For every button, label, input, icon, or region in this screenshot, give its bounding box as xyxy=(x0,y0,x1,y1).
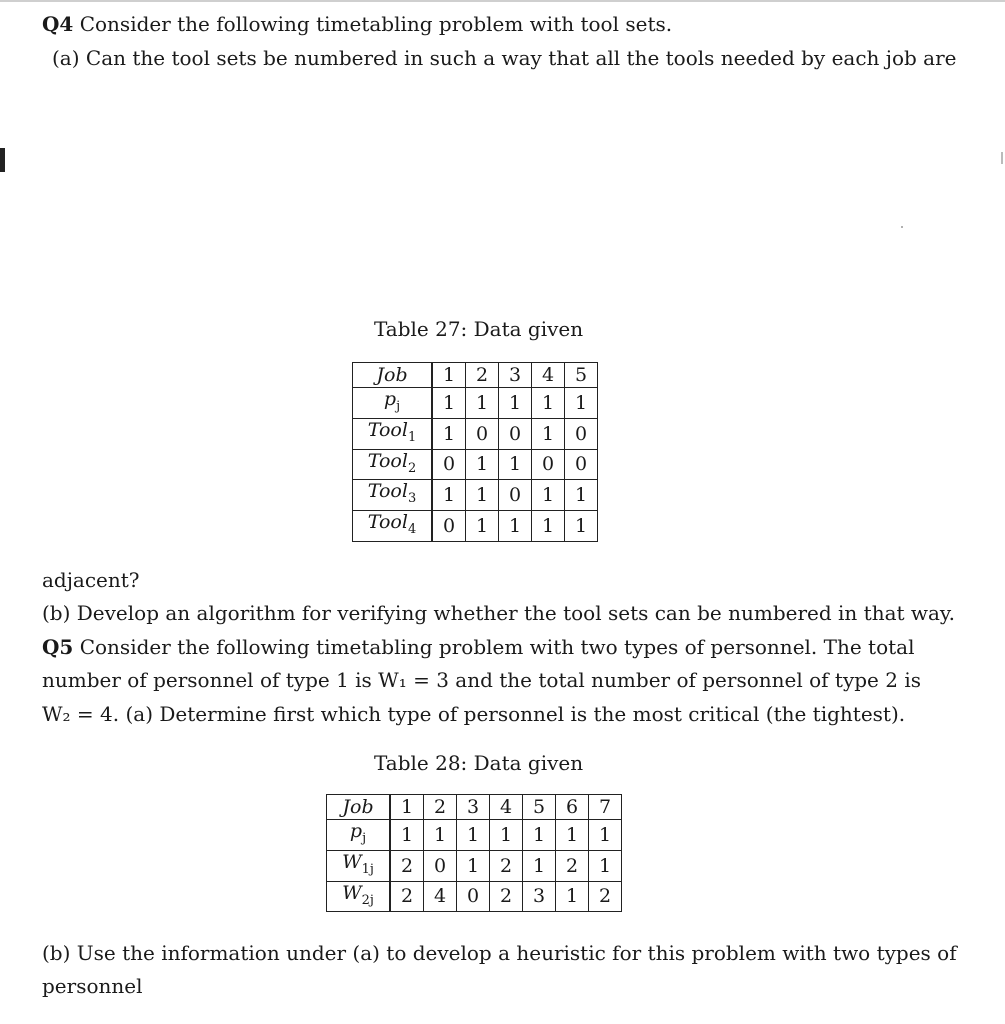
table-cell: 3 xyxy=(499,363,532,388)
table28 xyxy=(326,794,622,912)
row-header xyxy=(353,418,433,449)
table-cell: 2 xyxy=(390,881,424,912)
row-header-text: W xyxy=(342,850,362,873)
q4-intro: Consider the following timetabling problem with tool sets. xyxy=(73,12,673,36)
table-row xyxy=(353,388,598,419)
table-cell: 0 xyxy=(424,850,457,881)
row-header xyxy=(327,850,391,881)
table-cell: 0 xyxy=(432,511,466,542)
table-row xyxy=(353,418,598,449)
table-cell: 3 xyxy=(457,795,490,820)
q5-label: Q5 xyxy=(42,635,74,659)
table-cell: 1 xyxy=(589,820,622,851)
table-cell: 1 xyxy=(532,418,565,449)
row-header xyxy=(353,363,433,388)
table-cell: 7 xyxy=(589,795,622,820)
table-row xyxy=(353,449,598,480)
q5-line2: number of personnel of type 1 is W₁ = 3 and the total number of personnel of type 2 is xyxy=(42,668,921,692)
row-header-subscript: 4 xyxy=(407,521,417,537)
top-border xyxy=(0,0,1005,2)
scroll-marker-right xyxy=(1001,152,1003,164)
table-cell: 6 xyxy=(556,795,589,820)
q5-line3: W₂ = 4. (a) Determine first which type of personnel is the most critical (the tightest). xyxy=(42,702,906,726)
table-row xyxy=(327,795,622,820)
table-cell: 1 xyxy=(556,820,589,851)
row-header xyxy=(353,449,433,480)
table-cell: 1 xyxy=(390,795,424,820)
table-cell: 1 xyxy=(556,881,589,912)
table-cell: 0 xyxy=(565,418,598,449)
table-cell: 1 xyxy=(565,480,598,511)
row-header-text: Job xyxy=(342,796,374,818)
row-header-subscript: j xyxy=(362,830,367,846)
row-header-subscript: 3 xyxy=(407,491,417,507)
table-cell: 1 xyxy=(390,820,424,851)
q4-label: Q4 xyxy=(42,12,74,36)
table-cell: 0 xyxy=(432,449,466,480)
row-header-text: Tool xyxy=(367,449,408,472)
table-cell: 1 xyxy=(432,480,466,511)
row-header xyxy=(327,795,391,820)
table27 xyxy=(352,362,598,542)
table-cell: 4 xyxy=(424,881,457,912)
table-cell: 1 xyxy=(457,820,490,851)
table-cell: 3 xyxy=(523,881,556,912)
row-header-text: W xyxy=(342,881,362,904)
table-cell: 1 xyxy=(499,449,532,480)
row-header-text: p xyxy=(383,388,397,410)
table-cell: 1 xyxy=(432,388,466,419)
table27-caption: Table 27: Data given xyxy=(374,317,584,341)
table-cell: 2 xyxy=(424,795,457,820)
table-row xyxy=(327,850,622,881)
table-cell: 4 xyxy=(532,363,565,388)
q4-part-b: (b) Develop an algorithm for verifying whether the tool sets can be numbered in that way. xyxy=(42,601,955,625)
scroll-marker xyxy=(0,148,5,172)
row-header-subscript: 1 xyxy=(407,429,417,445)
table-cell: 1 xyxy=(499,388,532,419)
table-cell: 2 xyxy=(490,881,523,912)
table-cell: 4 xyxy=(490,795,523,820)
table-cell: 1 xyxy=(432,363,466,388)
table-cell: 0 xyxy=(499,480,532,511)
table-cell: 0 xyxy=(457,881,490,912)
table-cell: 1 xyxy=(432,418,466,449)
table-cell: 5 xyxy=(523,795,556,820)
q5-line1: Consider the following timetabling problem with two types of personnel. The total xyxy=(73,635,915,659)
row-header xyxy=(327,881,391,912)
row-header xyxy=(353,511,433,542)
row-header-text: p xyxy=(349,820,363,842)
table-cell: 2 xyxy=(466,363,499,388)
table-row xyxy=(327,820,622,851)
row-header xyxy=(327,820,391,851)
row-header xyxy=(353,388,433,419)
table-cell: 2 xyxy=(390,850,424,881)
table-row xyxy=(353,480,598,511)
table-row xyxy=(327,881,622,912)
table-row xyxy=(353,511,598,542)
q5-part-b-line1: (b) Use the information under (a) to develop a heuristic for this problem with two types of xyxy=(42,941,957,965)
table-cell: 1 xyxy=(565,511,598,542)
row-header-subscript: 2j xyxy=(361,892,374,908)
row-header xyxy=(353,480,433,511)
row-header-subscript: 2 xyxy=(407,460,417,476)
table-cell: 1 xyxy=(523,820,556,851)
table-cell: 1 xyxy=(466,449,499,480)
table-cell: 1 xyxy=(499,511,532,542)
table-cell: 1 xyxy=(466,480,499,511)
table-cell: 1 xyxy=(466,388,499,419)
q4-part-a: (a) Can the tool sets be numbered in such a way that all the tools needed by each job are xyxy=(52,46,957,70)
row-header-text: Tool xyxy=(367,511,408,534)
row-header-text: Job xyxy=(376,364,408,386)
row-header-text: Tool xyxy=(367,480,408,503)
table-cell: 0 xyxy=(499,418,532,449)
table-cell: 1 xyxy=(523,850,556,881)
row-header-subscript: j xyxy=(396,398,401,414)
table-row xyxy=(353,363,598,388)
decorative-dot xyxy=(901,226,903,228)
table-cell: 0 xyxy=(565,449,598,480)
table-cell: 0 xyxy=(532,449,565,480)
row-header-subscript: 1j xyxy=(361,861,374,877)
table-cell: 2 xyxy=(490,850,523,881)
table-cell: 1 xyxy=(532,388,565,419)
table-cell: 1 xyxy=(466,511,499,542)
table-cell: 1 xyxy=(532,480,565,511)
table-cell: 2 xyxy=(556,850,589,881)
table-cell: 5 xyxy=(565,363,598,388)
table-cell: 1 xyxy=(424,820,457,851)
table-cell: 1 xyxy=(532,511,565,542)
table-cell: 0 xyxy=(466,418,499,449)
row-header-text: Tool xyxy=(367,418,408,441)
q4-heading xyxy=(42,12,672,36)
q5-part-b-line2: personnel xyxy=(42,974,143,998)
table-cell: 1 xyxy=(490,820,523,851)
q4-part-a-end: adjacent? xyxy=(42,568,140,592)
table-cell: 1 xyxy=(589,850,622,881)
table-cell: 1 xyxy=(457,850,490,881)
q5-heading xyxy=(42,635,915,659)
table28-caption: Table 28: Data given xyxy=(374,751,584,775)
table-cell: 1 xyxy=(565,388,598,419)
table-cell: 2 xyxy=(589,881,622,912)
